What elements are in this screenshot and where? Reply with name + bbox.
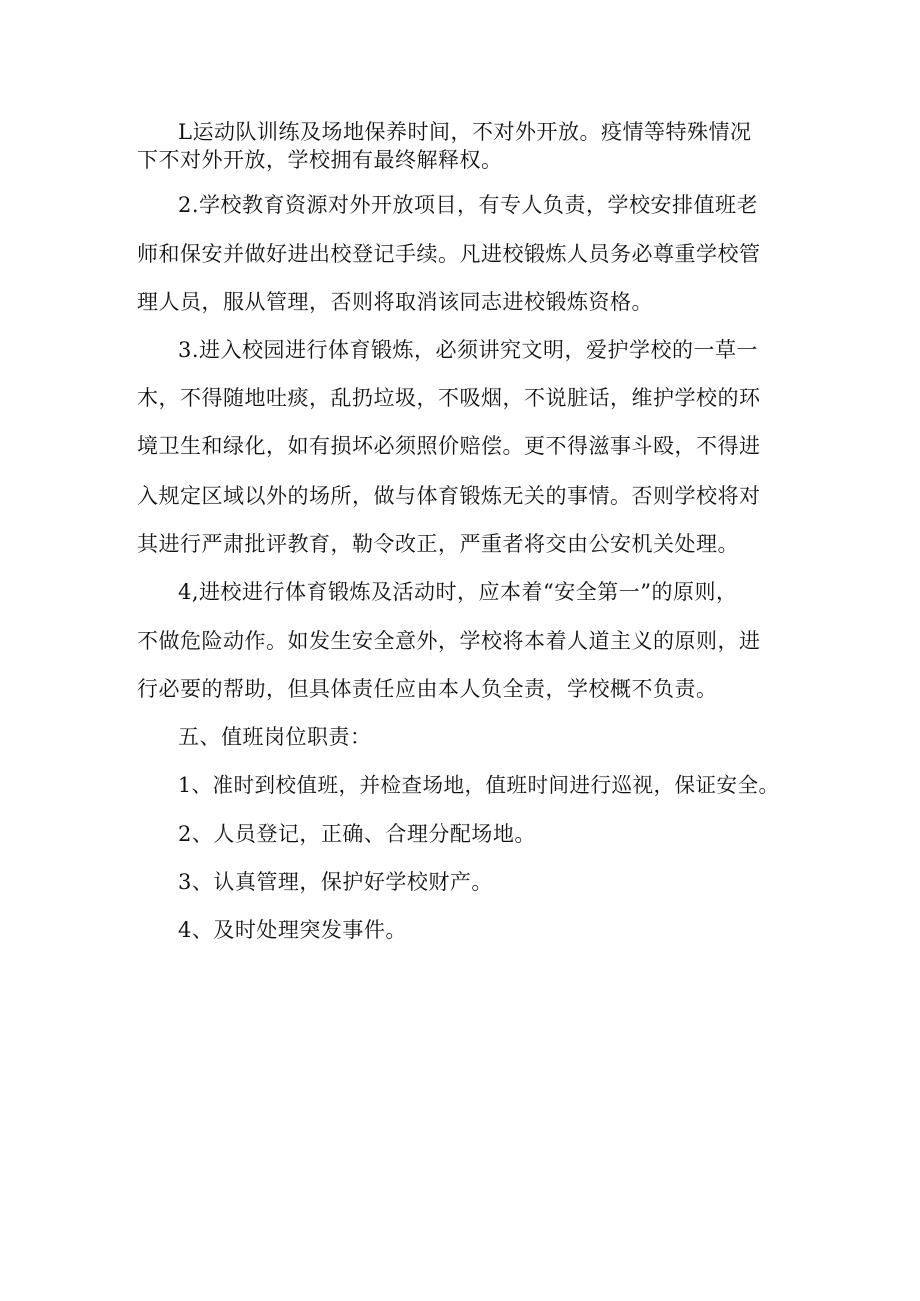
rule-1-line-2: 下不对外开放，学校拥有最终解释权。 — [137, 148, 503, 172]
rule-1-line-1: L运动队训练及场地保养时间，不对外开放。疫情等特殊情况 — [178, 120, 752, 144]
rule-2-line-3: 理人员，服从管理，否则将取消该同志进校锻炼资格。 — [137, 290, 653, 314]
duty-item-4: 4、及时处理突发事件。 — [178, 918, 407, 942]
rule-2-line-1: 2.学校教育资源对外开放项目，有专人负责，学校安排值班老 — [178, 193, 759, 217]
duty-item-3: 3、认真管理，保护好学校财产。 — [178, 870, 493, 894]
rule-4-line-3: 行必要的帮助，但具体责任应由本人负全责，学校概不负责。 — [137, 677, 718, 701]
rule-3-line-4: 入规定区域以外的场所，做与体育锻炼无关的事情。否则学校将对 — [137, 484, 761, 508]
rule-4-line-2: 不做危险动作。如发生安全意外，学校将本着人道主义的原则，进 — [137, 629, 761, 653]
section-heading: 五、值班岗位职责： — [178, 725, 372, 749]
rule-3-line-1: 3.进入校园进行体育锻炼，必须讲究文明，爱护学校的一草一 — [178, 338, 759, 362]
duty-item-1: 1、准时到校值班，并检查场地，值班时间进行巡视，保证安全。 — [178, 773, 780, 797]
rule-3-line-3: 境卫生和绿化，如有损坏必须照价赔偿。更不得滋事斗殴，不得进 — [137, 434, 761, 458]
rule-2-line-2: 师和保安并做好进出校登记手续。凡进校锻炼人员务必尊重学校管 — [137, 242, 761, 266]
rule-3-line-5: 其进行严肃批评教育，勒令改正，严重者将交由公安机关处理。 — [137, 532, 739, 556]
duty-item-2: 2、人员登记，正确、合理分配场地。 — [178, 822, 536, 846]
rule-3-line-2: 木，不得随地吐痰，乱扔垃圾，不吸烟，不说脏话，维护学校的环 — [137, 386, 761, 410]
rule-4-line-1: 4,进校进行体育锻炼及活动时，应本着“安全第一”的原则， — [178, 580, 738, 604]
